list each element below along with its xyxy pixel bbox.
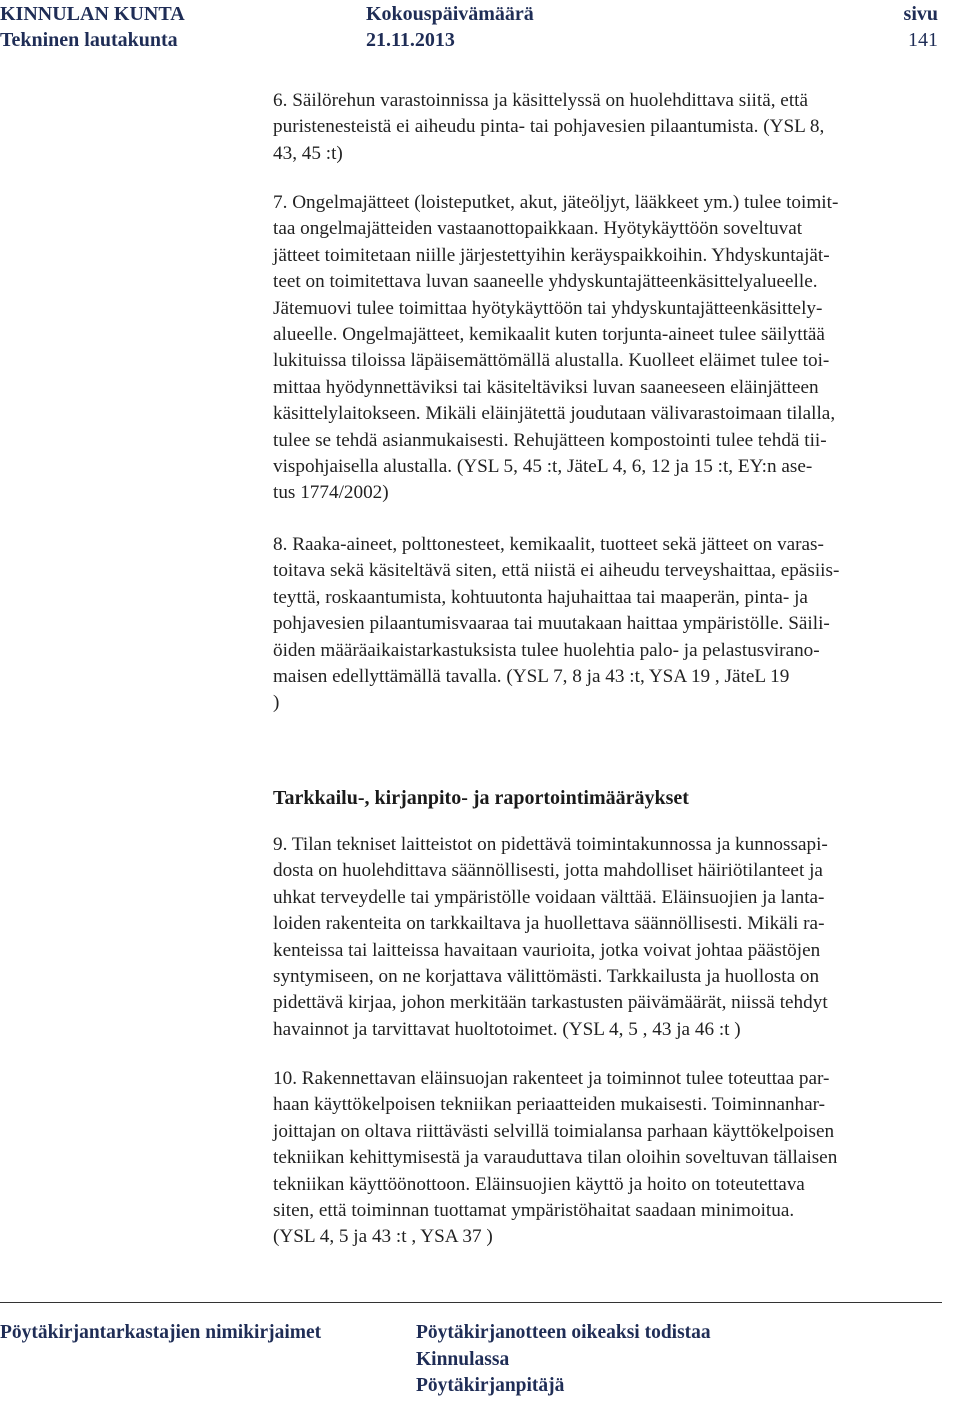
text-line: jätteet toimitetaan niille järjestettyihin keräyspaikkoihin. Yhdyskuntajät- — [273, 244, 830, 266]
text-line: vispohjaisella alustalla. (YSL 5, 45 :t, JäteL 4, 6, 12 ja 15 :t, EY:n ase- — [273, 456, 813, 478]
text-line: lukituissa tiloissa läpäisemättömällä alustalla. Kuolleet eläimet tulee toi- — [273, 350, 830, 372]
date-label: Kokouspäivämäärä — [366, 3, 534, 25]
text-line: tekniikan käyttöönottoon. Eläinsuojien käyttö ja hoito on toteutettava — [273, 1173, 805, 1195]
paragraph-9 — [273, 832, 958, 1043]
paragraph-7 — [273, 190, 958, 507]
text-line: alueelle. Ongelmajätteet, kemikaalit kuten torjunta-aineet tulee säilyttää — [273, 324, 825, 346]
text-line: syntymiseen, on ne korjattava välittömästi. Tarkkailusta ja huollosta on — [273, 966, 820, 988]
text-line: dosta on huolehdittava säännöllisesti, jotta mahdolliset häiriötilanteet ja — [273, 860, 823, 882]
text-line: siten, että toiminnan tuottamat ympäristöhaitat saadaan minimoitua. — [273, 1200, 795, 1222]
text-line: 7. Ongelmajätteet (loisteputket, akut, jäteöljyt, lääkkeet ym.) tulee toimit- — [273, 192, 839, 213]
text-line: 9. Tilan tekniset laitteistot on pidettävä toimintakunnossa ja kunnossapi- — [273, 834, 828, 855]
text-line: tulee se tehdä asianmukaisesti. Rehujätteen kompostointi tulee tehdä tii- — [273, 429, 827, 451]
paragraph-10 — [273, 1066, 958, 1251]
text-line: havainnot ja tarvittavat huoltotoimet. (YSL 4, 5 , 43 ja 46 :t ) — [273, 1018, 741, 1040]
text-line: öiden määräaikaistarkastuksista tulee huolehtia palo- ja pelastusvirano- — [273, 639, 820, 661]
footer-certify-label: Pöytäkirjanotteen oikeaksi todistaa — [416, 1322, 711, 1343]
text-line: tekniikan kehittymisestä ja varauduttava tilan oloihin soveltuvan tällaisen — [273, 1147, 838, 1169]
text-line: 6. Säilörehun varastoinnissa ja käsittelyssä on huolehdittava siitä, että — [273, 90, 809, 111]
text-line: loiden rakenteita on tarkkailtava ja huollettava säännöllisesti. Mikäli ra- — [273, 913, 825, 935]
board-name: Tekninen lautakunta — [0, 29, 178, 51]
text-line: 10. Rakennettavan eläinsuojan rakenteet ja toiminnot tulee toteuttaa par- — [273, 1068, 830, 1089]
text-line: joittajan on oltava riittävästi selvillä toimialansa parhaan käyttökelpoisen — [273, 1120, 835, 1142]
text-line: pidettävä kirjaa, johon merkitään tarkastusten päivämäärät, niissä tehdyt — [273, 992, 828, 1014]
page-label: sivu — [903, 3, 938, 25]
text-line: teyttä, roskaantumista, kohtuutonta hajuhaittaa tai maaperän, pinta- ja — [273, 586, 808, 608]
text-line: kenteissa tai laitteissa havaitaan vaurioita, jotka voivat johtaa päästöjen — [273, 939, 821, 961]
footer-initials-label: Pöytäkirjantarkastajien nimikirjaimet — [0, 1322, 322, 1343]
text-line: pohjavesien pilaantumisvaaraa tai muutakaan haittaa ympäristölle. Säili- — [273, 613, 830, 635]
text-line: (YSL 4, 5 ja 43 :t , YSA 37 ) — [273, 1226, 493, 1248]
page-header-date — [366, 1, 534, 53]
page-number: 141 — [908, 29, 938, 51]
text-line: haan käyttökelpoisen tekniikan periaatteiden mukaisesti. Toiminnanhar- — [273, 1094, 826, 1116]
text-line: Jätemuovi tulee toimittaa hyötykäyttöön tai yhdyskuntajätteenkäsittely- — [273, 297, 823, 319]
footer-certification — [416, 1320, 711, 1400]
text-line: toitava sekä käsiteltävä siten, että niistä ei aiheudu terveyshaittaa, epäsiis- — [273, 560, 840, 582]
text-line: ) — [273, 692, 280, 714]
org-name: KINNULAN KUNTA — [0, 3, 185, 25]
footer-secretary-label: Pöytäkirjanpitäjä — [416, 1375, 565, 1396]
text-line: tus 1774/2002) — [273, 482, 389, 504]
page-header-left — [0, 1, 185, 53]
text-line: puristenesteistä ei aiheudu pinta- tai pohjavesien pilaantumista. (YSL 8, — [273, 116, 825, 138]
text-line: mittaa hyödynnettäviksi tai käsiteltäviksi luvan saaneeseen eläinjätteen — [273, 376, 819, 398]
footer-divider — [0, 1302, 942, 1303]
footer-place: Kinnulassa — [416, 1348, 510, 1370]
text-line: uhkat terveydelle tai ympäristölle voidaan välttää. Eläinsuojien ja lanta- — [273, 886, 825, 908]
text-line: 43, 45 :t) — [273, 142, 343, 164]
text-line: teet on toimitettava luvan saaneelle yhdyskuntajätteenkäsittelyalueelle. — [273, 271, 818, 293]
page-header-page — [904, 1, 938, 53]
paragraph-8 — [273, 532, 958, 717]
section-heading: Tarkkailu-, kirjanpito- ja raportointimääräykset — [273, 787, 689, 809]
text-line: käsittelylaitokseen. Mikäli eläinjätettä joudutaan välivarastoimaan tilalla, — [273, 403, 836, 425]
text-line: maisen edellyttämällä tavalla. (YSL 7, 8 ja 43 :t, YSA 19 , JäteL 19 — [273, 666, 790, 688]
text-line: taa ongelmajätteiden vastaanottopaikkaan. Hyötykäyttöön soveltuvat — [273, 218, 803, 240]
meeting-date: 21.11.2013 — [366, 29, 455, 51]
text-line: 8. Raaka-aineet, polttonesteet, kemikaalit, tuotteet sekä jätteet on varas- — [273, 534, 824, 555]
paragraph-6 — [273, 88, 958, 167]
